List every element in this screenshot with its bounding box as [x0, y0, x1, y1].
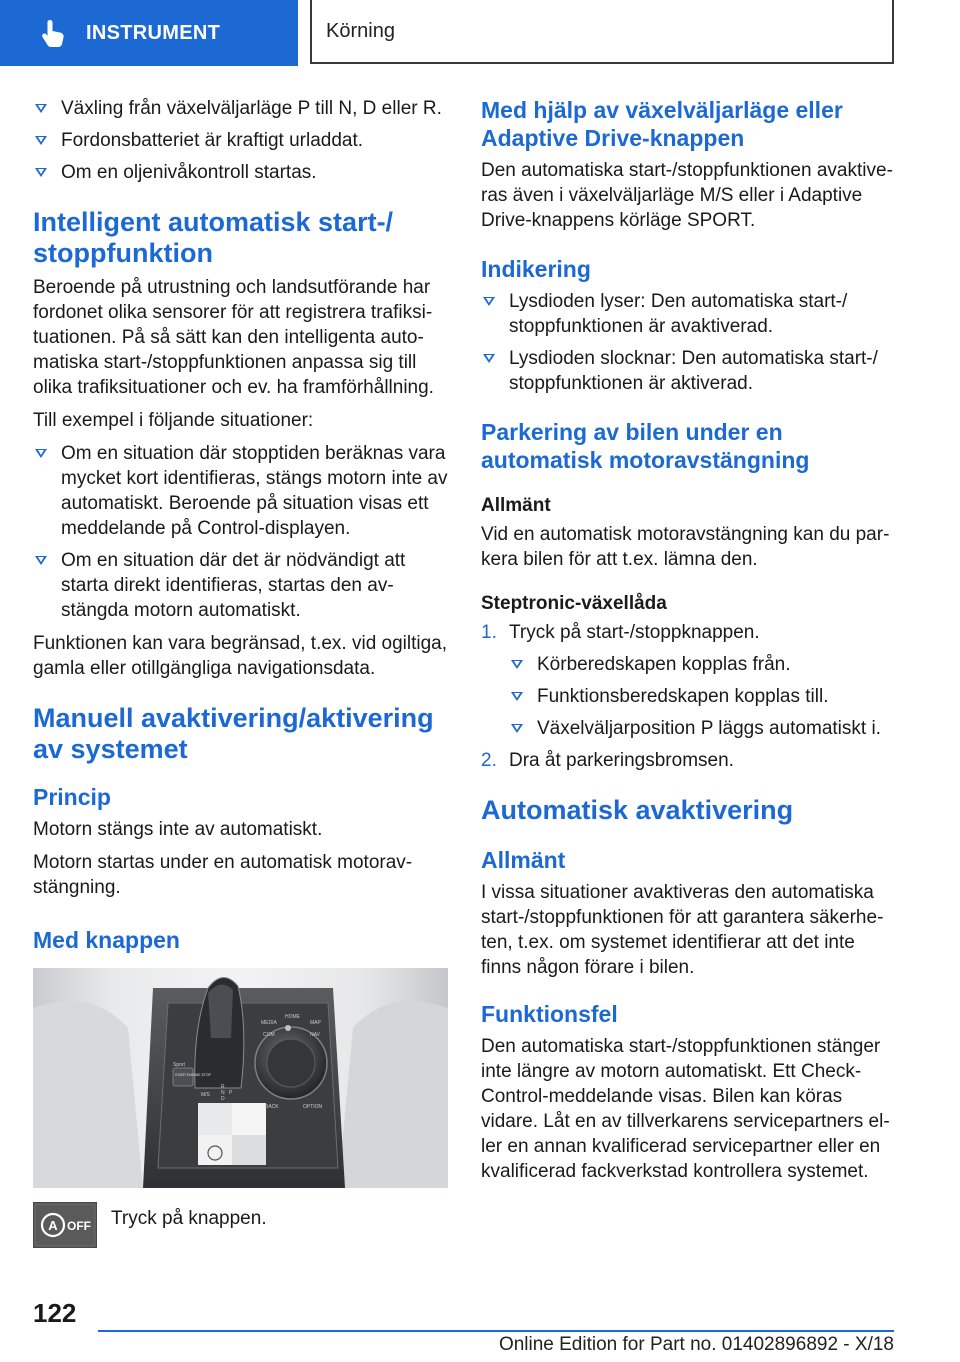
media-label: MEDIA — [261, 1020, 277, 1026]
sport-label: Sport — [173, 1062, 185, 1068]
home-label: HOME — [285, 1014, 300, 1020]
triangle-bullet-icon — [511, 724, 523, 733]
right-column — [481, 96, 896, 1192]
gear-p-label: P — [229, 1090, 233, 1096]
triangle-bullet-icon — [35, 449, 47, 458]
center-console-photo — [33, 968, 448, 1188]
list-item: Lysdioden slocknar: Den automatiska start-/ stoppfunktionen är aktiverad. — [481, 346, 896, 396]
heading-manual-deactivation: Manuell avaktivering/aktivering av systemet — [33, 703, 434, 764]
triangle-bullet-icon — [483, 354, 495, 363]
heading-indication: Indikering — [481, 256, 591, 282]
list-item: Fordonsbatteriet är kraftigt urladdat. — [33, 128, 448, 153]
triangle-bullet-icon — [35, 136, 47, 145]
start-stop-label: START ENGINE STOP — [175, 1073, 211, 1077]
list-item: Om en situation där stopptiden beräknas vara mycket kort identifieras, stängs motorn inte av automatiskt. Beroende på situation visas ett meddelande på Control-displayen. — [33, 441, 448, 541]
triangle-bullet-icon — [483, 297, 495, 306]
footer-edition: Online Edition for Part no. 01402896892 - X/18 — [498, 1334, 894, 1355]
map-label: MAP — [310, 1020, 321, 1026]
heading-with-button: Med knappen — [33, 927, 180, 953]
chapter-tab-korning[interactable] — [310, 0, 894, 64]
option-label: OPTION — [303, 1104, 323, 1110]
heading-adaptive-drive: Med hjälp av växelväljarläge eller Adaptive Drive-knappen — [481, 97, 843, 151]
list-item: Växling från växelväljarläge P till N, D eller R. — [33, 96, 448, 121]
nav-label: NAV — [310, 1032, 320, 1038]
paragraph: Till exempel i följande situationer: — [33, 410, 314, 431]
page-number: 122 — [33, 1298, 77, 1328]
footer-divider — [98, 1330, 894, 1332]
list-item: Om en oljenivåkontroll startas. — [33, 160, 448, 185]
heading-principle: Princip — [33, 784, 111, 810]
triangle-bullet-icon — [511, 660, 523, 669]
step-number: 1. — [481, 622, 497, 643]
section-tab-instrument[interactable] — [0, 0, 298, 66]
list-item: Körberedskapen kopplas från. — [509, 652, 896, 677]
heading-malfunction: Funktionsfel — [481, 1001, 618, 1027]
gear-d-label: D — [221, 1096, 225, 1102]
paragraph: Beroende på utrustning och landsutförande har fordonet olika sensorer för att registrera trafiksituationen. På så sätt kan den intelligenta automatiska start-/stoppfunktionen anpassa sig till olika trafiksituationer och ev. ha framförhållning. — [33, 277, 434, 398]
heading-general: Allmänt — [481, 495, 551, 516]
heading-parking: Parkering av bilen under en automatisk motoravstängning — [481, 419, 810, 473]
heading-steptronic: Steptronic-växellåda — [481, 593, 667, 614]
pointing-hand-icon — [40, 18, 66, 48]
intro-bullet-list — [33, 96, 448, 185]
off-label: OFF — [67, 1219, 91, 1233]
button-caption-row — [33, 1202, 448, 1248]
list-item: Funktionsberedskapen kopplas till. — [509, 684, 896, 709]
step-number: 2. — [481, 750, 497, 771]
svg-text:A: A — [48, 1218, 58, 1233]
left-column — [33, 96, 448, 1248]
chapter-tab-label: Körning — [326, 19, 395, 42]
paragraph: Den automatiska start-/stoppfunktionen avaktiveras även i växelväljarläge M/S eller i Adaptive Drive-knappens körläge SPORT. — [481, 160, 893, 231]
button-caption: Tryck på knappen. — [111, 1208, 267, 1229]
paragraph: Vid en automatisk motoravstängning kan du parkera bilen för att t.ex. lämna den. — [481, 524, 890, 570]
paragraph: Motorn stängs inte av automatiskt. — [33, 819, 323, 840]
list-item: Om en situation där det är nödvändigt att starta direkt identifieras, startas den avstängda motorn automatiskt. — [33, 548, 448, 623]
step-sub-bullets — [509, 652, 896, 741]
triangle-bullet-icon — [511, 692, 523, 701]
heading-general: Allmänt — [481, 847, 566, 873]
auto-start-stop-off-button-icon — [33, 1202, 97, 1248]
gear-n-label: N — [221, 1090, 225, 1096]
back-label: BACK — [265, 1104, 279, 1110]
steptronic-steps — [481, 620, 896, 773]
indication-bullet-list — [481, 289, 896, 396]
paragraph: Motorn startas under en automatisk motoravstängning. — [33, 852, 413, 898]
gear-ms-label: M/S — [201, 1092, 210, 1098]
gear-r-label: R — [221, 1084, 225, 1090]
triangle-bullet-icon — [35, 556, 47, 565]
situation-bullet-list — [33, 441, 448, 623]
step-item: 1. Tryck på start-/stoppknappen. Körberedskapen kopplas från. Funktionsberedskapen kopplas till. Växelväljarposition P läggs automatiskt i. — [481, 620, 896, 741]
triangle-bullet-icon — [35, 104, 47, 113]
com-label: COM — [263, 1032, 275, 1038]
list-item: Växelväljarposition P läggs automatiskt i. — [509, 716, 896, 741]
page-header — [0, 0, 960, 66]
paragraph: Den automatiska start-/stoppfunktionen stänger inte längre av motorn automatiskt. Ett Check-Control-meddelande visas. Bilen kan köras vidare. Låt en av tillverkarens servicepartners eller en annan kvalificerad servicepartner eller en kvalificerad fackverkstad kontrollera systemet. — [481, 1036, 890, 1182]
step-item: 2. Dra åt parkeringsbromsen. — [481, 750, 734, 771]
section-tab-label: INSTRUMENT — [86, 21, 221, 44]
paragraph: I vissa situationer avaktiveras den automatiska start-/stoppfunktionen för att garantera säkerheten, t.ex. om systemet identifierar att det inte finns någon förare i bilen. — [481, 882, 884, 978]
list-item: Lysdioden lyser: Den automatiska start-/ stoppfunktionen är avaktiverad. — [481, 289, 896, 339]
paragraph: Funktionen kan vara begränsad, t.ex. vid ogiltiga, gamla eller otillgängliga navigationsdata. — [33, 633, 448, 679]
triangle-bullet-icon — [35, 168, 47, 177]
heading-intelligent-start-stop: Intelligent automatisk start-/ stoppfunktion — [33, 207, 394, 268]
heading-automatic-deactivation: Automatisk avaktivering — [481, 795, 794, 825]
